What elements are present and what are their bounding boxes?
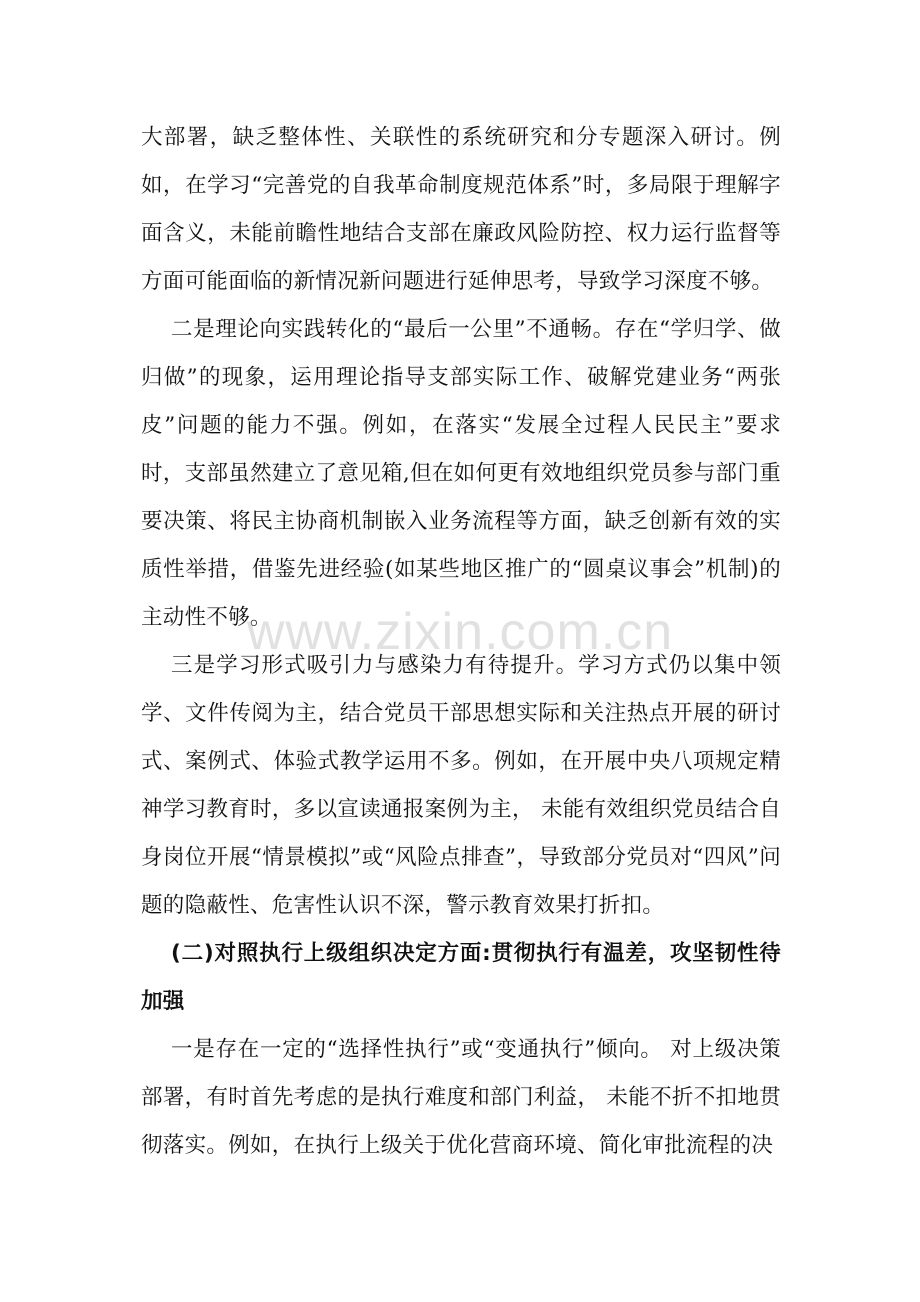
document-page bbox=[141, 114, 781, 1170]
paragraph-point-three: 三是学习形式吸引力与感染力有待提升。学习方式仍以集中领学、文件传阅为主，结合党员干部思想实际和关注热点开展的研讨式、案例式、体验式教学运用不多。例如，在开展中央八项规定精神学习教育时，多以宣读通报案例为主， 未能有效组织党员结合自身岗位开展“情景模拟”或“风险点排查”，导致部分党员对“四风”问题的隐蔽性、危害性认识不深，警示教育效果打折扣。 bbox=[141, 653, 781, 918]
watermark-text: www.zixin.com.cn bbox=[246, 603, 674, 661]
paragraph-continuation: 大部署，缺乏整体性、关联性的系统研究和分专题深入研讨。例如，在学习“完善党的自我革命制度规范体系”时，多局限于理解字面含义，未能前瞻性地结合支部在廉政风险防控、权力运行监督等方面可能面临的新情况新问题进行延伸思考，导致学习深度不够。 bbox=[141, 125, 781, 294]
section-heading: (二)对照执行上级组织决定方面:贯彻执行有温差，攻坚韧性待加强 bbox=[141, 941, 781, 1014]
paragraph-point-two: 二是理论向实践转化的“最后一公里”不通畅。存在“学归学、做归做”的现象，运用理论指导支部实际工作、破解党建业务“两张皮”问题的能力不强。例如，在落实“发展全过程人民民主”要求时，支部虽然建立了意见箱,但在如何更有效地组织党员参与部门重要决策、将民主协商机制嵌入业务流程等方面，缺乏创新有效的实质性举措，借鉴先进经验(如某些地区推广的“圆桌议事会”机制)的主动性不够。 bbox=[141, 317, 781, 630]
paragraph-point-one: 一是存在一定的“选择性执行”或“变通执行”倾向。 对上级决策部署，有时首先考虑的是执行难度和部门利益， 未能不折不扣地贯彻落实。例如，在执行上级关于优化营商环境、简化审批流程的决 bbox=[141, 1037, 781, 1158]
